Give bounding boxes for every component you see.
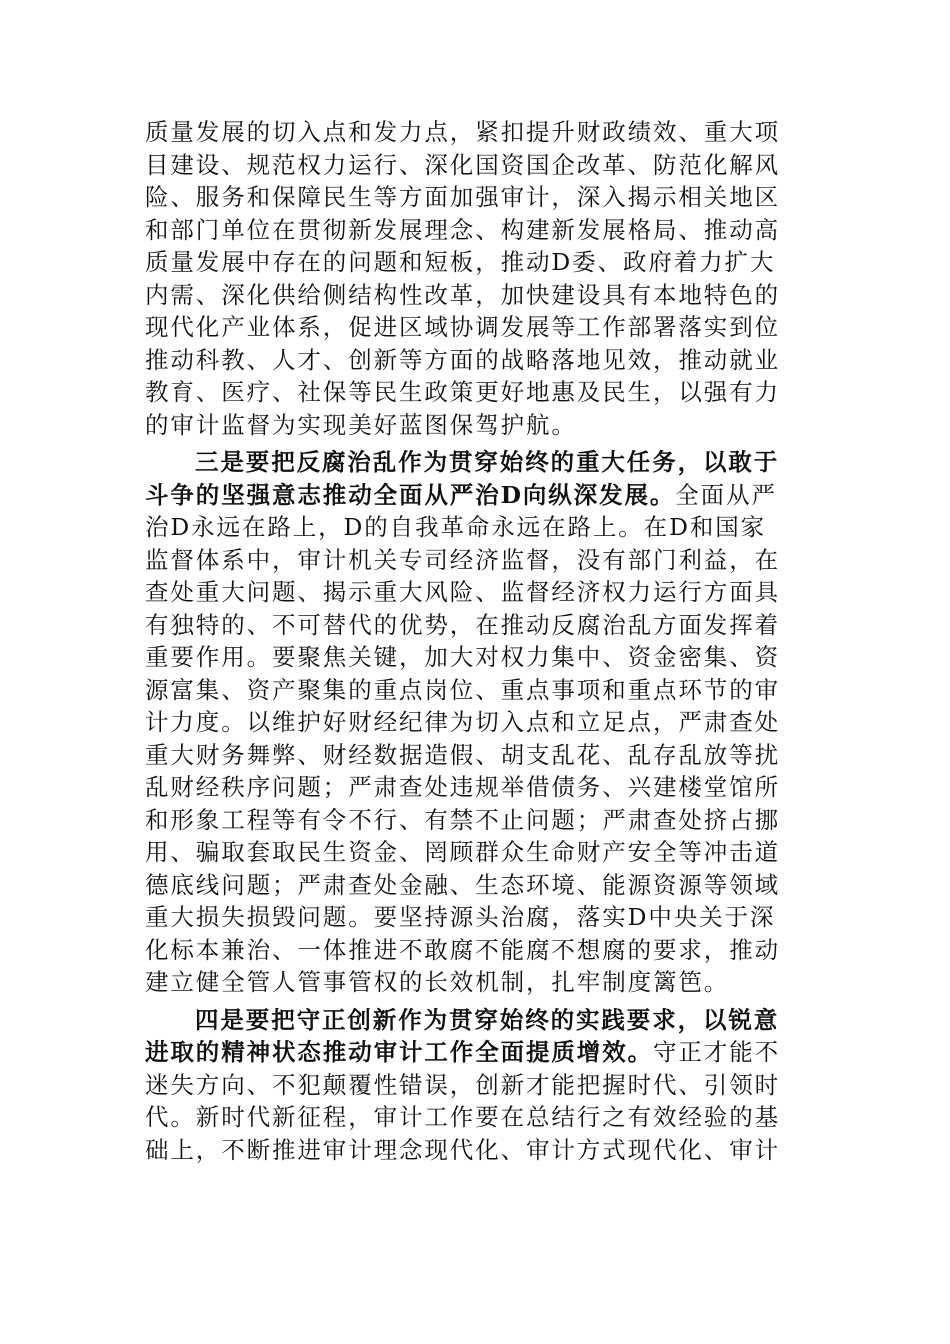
text-line: 重大损失损毁问题。要坚持源头治腐，落实D中央关于深 (145, 903, 776, 931)
mixed-line (145, 1036, 805, 1069)
text-line: 源富集、资产聚集的重点岗位、重点事项和重点环节的审 (145, 675, 780, 704)
text-line: 教育、医疗、社保等民生政策更好地惠及民生，以强有力 (145, 378, 780, 406)
text-line: 化标本兼治、一体推进不敢腐不能腐不想腐的要求，推动 (145, 935, 780, 964)
text-line: 建立健全管人管事管权的长效机制，扎牢制度篱笆。 (145, 968, 730, 996)
text-line: 推动科教、人才、创新等方面的战略落地见效，推动就业 (145, 345, 780, 374)
paragraph-3 (145, 1004, 805, 1167)
text-fragment: 守正才能不 (653, 1038, 780, 1066)
text-line: 监督体系中，审计机关专司经济监督，没有部门利益，在 (145, 545, 780, 574)
text-line: 代。新时代新征程，审计工作要在总结行之有效经验的基 (145, 1103, 780, 1131)
text-line: 查处重大问题、揭示重大风险、监督经济权力运行方面具 (145, 578, 780, 606)
text-line: 有独特的、不可替代的优势，在推动反腐治乱方面发挥着 (145, 610, 780, 639)
document-page (145, 116, 805, 1166)
text-line: 治D永远在路上，D的自我革命永远在路上。在D和国家 (145, 513, 767, 541)
paragraph-2 (145, 446, 805, 999)
text-line: 现代化产业体系，促进区域协调发展等工作部署落实到位 (145, 313, 780, 341)
text-line: 质量发展中存在的问题和短板，推动D委、政府着力扩大 (145, 248, 776, 276)
bold-heading-end: 进取的精神状态推动审计工作全面提质增效。 (145, 1038, 653, 1066)
text-line: 乱财经秩序问题；严肃查处违规举借债务、兴建楼堂馆所 (145, 773, 780, 801)
text-line: 质量发展的切入点和发力点，紧扣提升财政绩效、重大项 (145, 118, 780, 146)
text-line: 计力度。以维护好财经纪律为切入点和立足点，严肃查处 (145, 708, 780, 736)
text-line: 内需、深化供给侧结构性改革，加快建设具有本地特色的 (145, 280, 780, 309)
text-line: 迷失方向、不犯颠覆性错误，创新才能把握时代、引领时 (145, 1070, 780, 1099)
mixed-line (145, 479, 805, 512)
bold-heading-line: 三是要把反腐治乱作为贯穿始终的重大任务，以敢于 (195, 448, 780, 476)
text-line: 用、骗取套取民生资金、罔顾群众生命财产安全等冲击道 (145, 838, 780, 866)
text-line: 德底线问题；严肃查处金融、生态环境、能源资源等领域 (145, 870, 780, 899)
text-line: 和形象工程等有令不行、有禁不止问题；严肃查处挤占挪 (145, 805, 780, 834)
paragraph-1 (145, 116, 805, 441)
text-line: 的审计监督为实现美好蓝图保驾护航。 (145, 410, 577, 439)
text-line: 重要作用。要聚焦关键，加大对权力集中、资金密集、资 (145, 643, 780, 671)
text-line: 险、服务和保障民生等方面加强审计，深入揭示相关地区 (145, 183, 780, 211)
bold-heading-line: 四是要把守正创新作为贯穿始终的实践要求，以锐意 (195, 1005, 780, 1034)
text-line: 和部门单位在贯彻新发展理念、构建新发展格局、推动高 (145, 215, 780, 244)
text-line: 重大财务舞弊、财经数据造假、胡支乱花、乱存乱放等扰 (145, 740, 780, 769)
text-line: 目建设、规范权力运行、深化国资国企改革、防范化解风 (145, 150, 780, 179)
text-line: 础上，不断推进审计理念现代化、审计方式现代化、审计 (145, 1135, 780, 1164)
bold-heading-end: 斗争的坚强意志推动全面从严治D向纵深发展。 (145, 480, 676, 509)
text-fragment: 全面从严 (675, 480, 777, 509)
